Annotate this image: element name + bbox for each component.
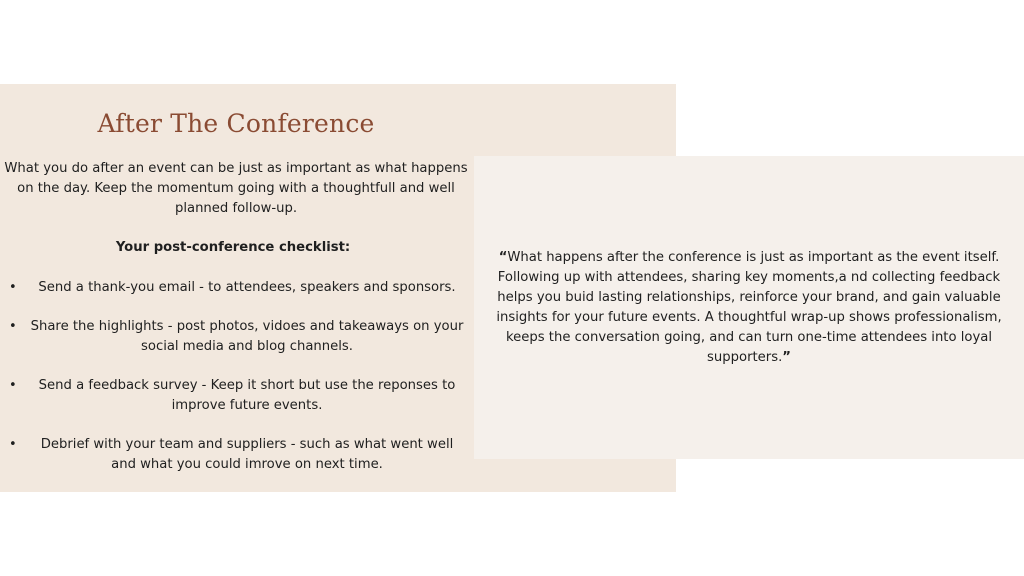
checklist-item-text: Send a feedback survey - Keep it short but use the reponses to improve future events. — [38, 378, 456, 413]
intro-paragraph: What you do after an event can be just as important as what happens on the day. Keep the momentum going with a thoughtfull and well planned follow-up. — [4, 161, 468, 216]
quote-text-block — [494, 248, 1004, 368]
checklist-item-survey — [0, 376, 472, 416]
open-quote-mark: “ — [498, 250, 508, 265]
checklist-item-thank-you — [0, 278, 472, 298]
checklist-item-text: Send a thank-you email - to attendees, speakers and sponsors. — [38, 280, 456, 295]
checklist-item-debrief — [0, 435, 472, 475]
bullet-icon: • — [9, 319, 17, 334]
bullet-icon: • — [9, 437, 17, 452]
checklist-item-text: Debrief with your team and suppliers - such as what went well and what you could imrove on next time. — [40, 437, 454, 472]
close-quote-mark: ” — [782, 350, 791, 365]
checklist-item-highlights — [0, 317, 472, 357]
bullet-icon: • — [9, 378, 17, 393]
checklist-heading: Your post-conference checklist: — [115, 240, 351, 255]
quote-body: What happens after the conference is just as important as the event itself. Following up with attendees, sharing key moments,a nd collecting feedback helps you buid lasting relationships, reinforce your brand, and gain valuable insights for your future events. A thoughtful wrap-up shows professionalism, keeps the conversation going, and can turn one-time attendees into loyal supporters. — [496, 250, 1002, 365]
bullet-icon: • — [9, 280, 17, 295]
checklist-item-text: Share the highlights - post photos, vidoes and takeaways on your social media and blog channels. — [30, 319, 464, 354]
page-title: After The Conference — [97, 109, 375, 138]
